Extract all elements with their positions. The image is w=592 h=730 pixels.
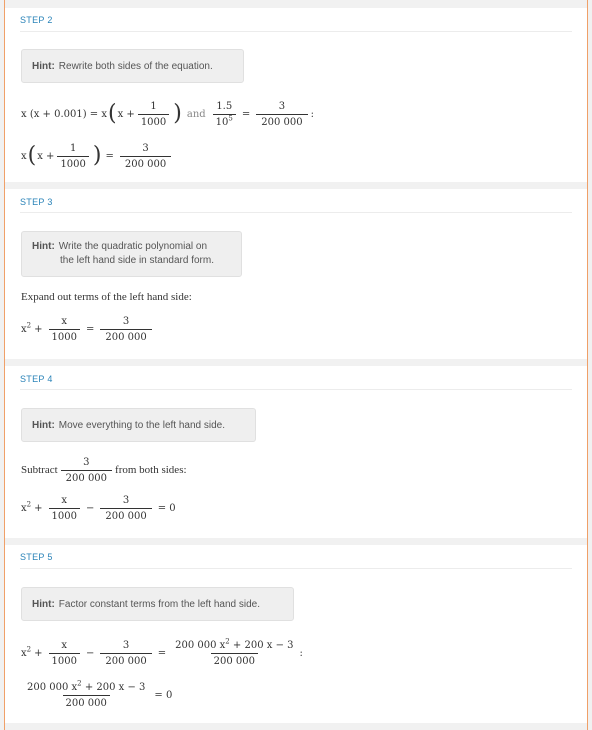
step-4-divider <box>20 389 572 390</box>
hint-text-line-2: the left hand side in standard form. <box>60 255 214 266</box>
step-5-card <box>5 545 587 723</box>
step-5-divider <box>20 568 572 569</box>
fraction: $\frac{3}{200 000}$ <box>256 101 307 128</box>
hint-text: Rewrite both sides of the equation. <box>58 60 213 72</box>
colon: : <box>310 108 314 120</box>
fraction: $\frac{x}{1000}$ <box>49 640 80 667</box>
step-5-hint[interactable] <box>21 587 294 621</box>
close-paren: ) <box>173 101 182 126</box>
fraction: $\frac{3}{200 000}$ <box>61 457 112 484</box>
fraction: $\frac{3}{200 000}$ <box>120 143 171 170</box>
plus-sign: + <box>34 323 43 335</box>
eq-x: $x^2$ <box>21 321 32 335</box>
step-4-hint[interactable] <box>21 408 256 442</box>
eq-x: x <box>21 150 27 162</box>
fraction: $\frac{1}{1000}$ <box>138 101 169 128</box>
fraction: $\frac{200 000 x^2 + 200 x - 3}{200 000}$ <box>27 679 146 709</box>
eq-lhs: x (x + 0.001) = x <box>21 108 108 120</box>
colon: : <box>299 647 303 659</box>
hint-label: Hint: <box>32 598 55 610</box>
step-4-instruction <box>21 452 187 488</box>
step-5-equation-2 <box>21 675 175 715</box>
hint-label: Hint: <box>32 241 55 252</box>
hint-label: Hint: <box>32 60 55 72</box>
step-2-label: STEP 2 <box>20 15 53 25</box>
eq-inner: x + <box>37 150 55 162</box>
step-5-equation-1 <box>21 633 303 673</box>
subtract-text: Subtract <box>21 464 58 476</box>
equals-zero: = 0 <box>157 502 176 514</box>
eq-x: $x^2$ <box>21 645 32 659</box>
step-2-equation-2 <box>21 136 174 176</box>
equals-sign: = <box>157 647 167 659</box>
step-3-hint[interactable] <box>21 231 242 277</box>
hint-text: Move everything to the left hand side. <box>58 419 225 431</box>
hint-label: Hint: <box>32 419 55 431</box>
step-4-label: STEP 4 <box>20 374 53 384</box>
step-3-divider <box>20 212 572 213</box>
equals-sign: = <box>105 150 114 162</box>
plus-sign: + <box>34 647 43 659</box>
hint-text-line-1: Write the quadratic polynomial on <box>58 241 208 252</box>
step-3-card <box>5 189 587 359</box>
equals-zero: = 0 <box>154 689 173 701</box>
from-both-sides-text: from both sides: <box>115 464 187 476</box>
open-paren: ( <box>27 143 37 168</box>
step-4-card <box>5 366 587 538</box>
step-2-equation-1 <box>21 94 314 134</box>
fraction: $\frac{1.5}{10^5}$ <box>213 101 236 128</box>
eq-x: $x^2$ <box>21 500 32 514</box>
step-2-hint[interactable] <box>21 49 244 83</box>
plus-sign: + <box>34 502 43 514</box>
step-3-instruction: Expand out terms of the left hand side: <box>21 291 192 303</box>
equals-sign: = <box>241 108 251 120</box>
fraction: $\frac{x}{1000}$ <box>49 316 80 343</box>
close-paren: ) <box>92 143 102 168</box>
equals-sign: = <box>85 323 95 335</box>
fraction: $\frac{3}{200 000}$ <box>100 495 151 522</box>
step-5-label: STEP 5 <box>20 552 53 562</box>
step-3-label: STEP 3 <box>20 197 53 207</box>
fraction: $\frac{x}{1000}$ <box>49 495 80 522</box>
step-2-divider <box>20 31 572 32</box>
and-text: and <box>186 108 206 120</box>
hint-text: Factor constant terms from the left hand side. <box>58 598 260 610</box>
fraction: $\frac{1}{1000}$ <box>57 143 88 170</box>
minus-sign: − <box>85 647 95 659</box>
open-paren: ( <box>108 101 117 126</box>
fraction: $\frac{3}{200 000}$ <box>100 316 151 343</box>
step-4-equation <box>21 488 179 528</box>
step-2-card <box>5 8 587 182</box>
fraction: $\frac{200 000 x^2 + 200 x - 3}{200 000}$ <box>175 637 294 667</box>
fraction: $\frac{3}{200 000}$ <box>100 640 151 667</box>
step-3-equation <box>21 309 155 349</box>
eq-inner: x + <box>117 108 135 120</box>
minus-sign: − <box>85 502 95 514</box>
